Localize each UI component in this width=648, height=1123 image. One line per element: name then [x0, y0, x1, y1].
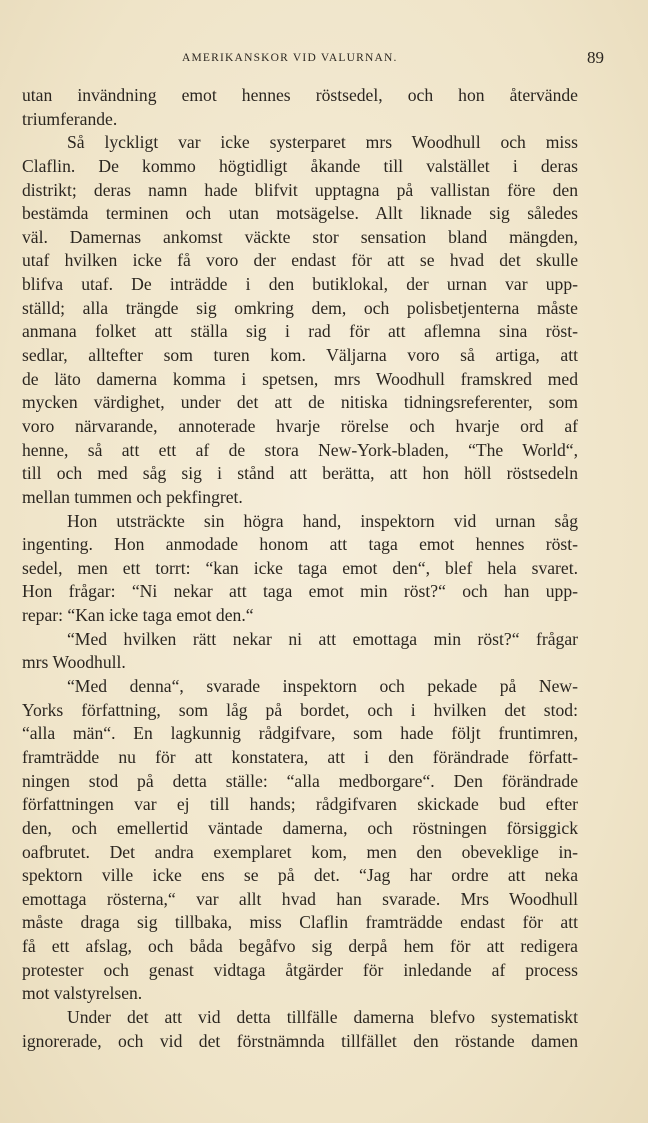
text-line: sedlar, alltefter som turen kom. Väljarna voro så artiga, att: [22, 345, 578, 366]
text-line: den, och emellertid väntade damerna, och röstningen försiggick: [22, 817, 578, 838]
text-line: ignorerade, och vid det förstnämnda tillfället den röstande damen: [22, 1030, 578, 1051]
running-head: [22, 48, 616, 70]
text-line: protester och genast vidtaga åtgärder för inledande af process: [22, 959, 578, 980]
text-line: Under det att vid detta tillfälle damerna blefvo systematiskt: [67, 1006, 578, 1027]
text-line: “Med denna“, svarade inspektorn och pekade på New-: [67, 676, 578, 697]
text-line: Hon utsträckte sin högra hand, inspektorn vid urnan såg: [67, 510, 578, 531]
text-line: distrikt; deras namn hade blifvit upptagna på vallistan före den: [22, 179, 578, 200]
text-line: “alla män“. En lagkunnig rådgifvare, som hade följt fruntimren,: [22, 723, 578, 744]
text-line: sedel, men ett torrt: “kan icke taga emot den“, blef hela svaret.: [22, 557, 578, 578]
text-line: ningen stod på detta ställe: “alla medborgare“. Den förändrade: [22, 770, 578, 791]
text-line: författningen var ej till hands; rådgifvaren skickade bud efter: [22, 794, 578, 815]
text-line: triumferande.: [22, 108, 118, 129]
text-line: utaf hvilken icke få voro der endast för att se hvad det skulle: [22, 250, 578, 271]
text-line: repar: “Kan icke taga emot den.“: [22, 605, 254, 626]
text-line: Så lyckligt var icke systerparet mrs Woodhull och miss: [67, 132, 578, 153]
text-line: henne, så att ett af de stora New-York-bladen, “The World“,: [22, 439, 578, 460]
text-line: spektorn ville icke ens se på det. “Jag har ordre att neka: [22, 865, 578, 886]
text-line: till och med såg sig i stånd att berätta, att hon höll röstsedeln: [22, 463, 578, 484]
text-line: mrs Woodhull.: [22, 652, 126, 673]
text-line: oafbrutet. Det andra exemplaret kom, men den obeveklige in-: [22, 841, 578, 862]
page-number: 89: [587, 48, 604, 67]
text-line: mycken värdighet, under det att de nitiska tidningsreferenter, som: [22, 392, 578, 413]
text-line: “Med hvilken rätt nekar ni att emottaga min röst?“ frågar: [67, 628, 578, 649]
text-line: Claflin. De kommo högtidligt åkande till valstället i deras: [22, 155, 578, 176]
text-line: Yorks författning, som låg på bordet, och i hvilken det stod:: [22, 699, 578, 720]
text-line: de läto damerna komma i spetsen, mrs Woodhull framskred med: [22, 368, 578, 389]
text-line: utan invändning emot hennes röstsedel, och hon återvände: [22, 85, 578, 105]
text-line: anmana folket att ställa sig i rad för att aflemna sina röst-: [22, 321, 578, 342]
text-line: ställd; alla trängde sig omkring dem, och polisbetjenterna måste: [22, 297, 578, 318]
body-text: [22, 84, 578, 1053]
text-line: mellan tummen och pekfingret.: [22, 486, 243, 507]
running-title: AMERIKANSKOR VID VALURNAN.: [182, 52, 398, 64]
text-line: väl. Damernas ankomst väckte stor sensation bland mängden,: [22, 226, 578, 247]
text-line: ingenting. Hon anmodade honom att taga emot hennes röst-: [22, 534, 578, 555]
text-line: Hon frågar: “Ni nekar att taga emot min röst?“ och han upp-: [22, 581, 578, 602]
text-line: mot valstyrelsen.: [22, 983, 143, 1004]
text-line: emottaga rösterna,“ var allt hvad han svarade. Mrs Woodhull: [22, 888, 578, 909]
text-line: måste draga sig tillbaka, miss Claflin framträdde endast för att: [22, 912, 578, 933]
text-line: blifva utaf. De inträdde i den butiklokal, der urnan var upp-: [22, 274, 578, 295]
text-line: bestämda terminen och utan motsägelse. Allt liknade sig således: [22, 203, 578, 224]
text-line: framträdde nu för att konstatera, att i den förändrade författ-: [22, 746, 578, 767]
text-line: få ett afslag, och båda begåfvo sig derpå hem för att redigera: [22, 936, 578, 957]
text-line: voro närvarande, annoterade hvarje rörelse och hvarje ord af: [22, 415, 578, 436]
